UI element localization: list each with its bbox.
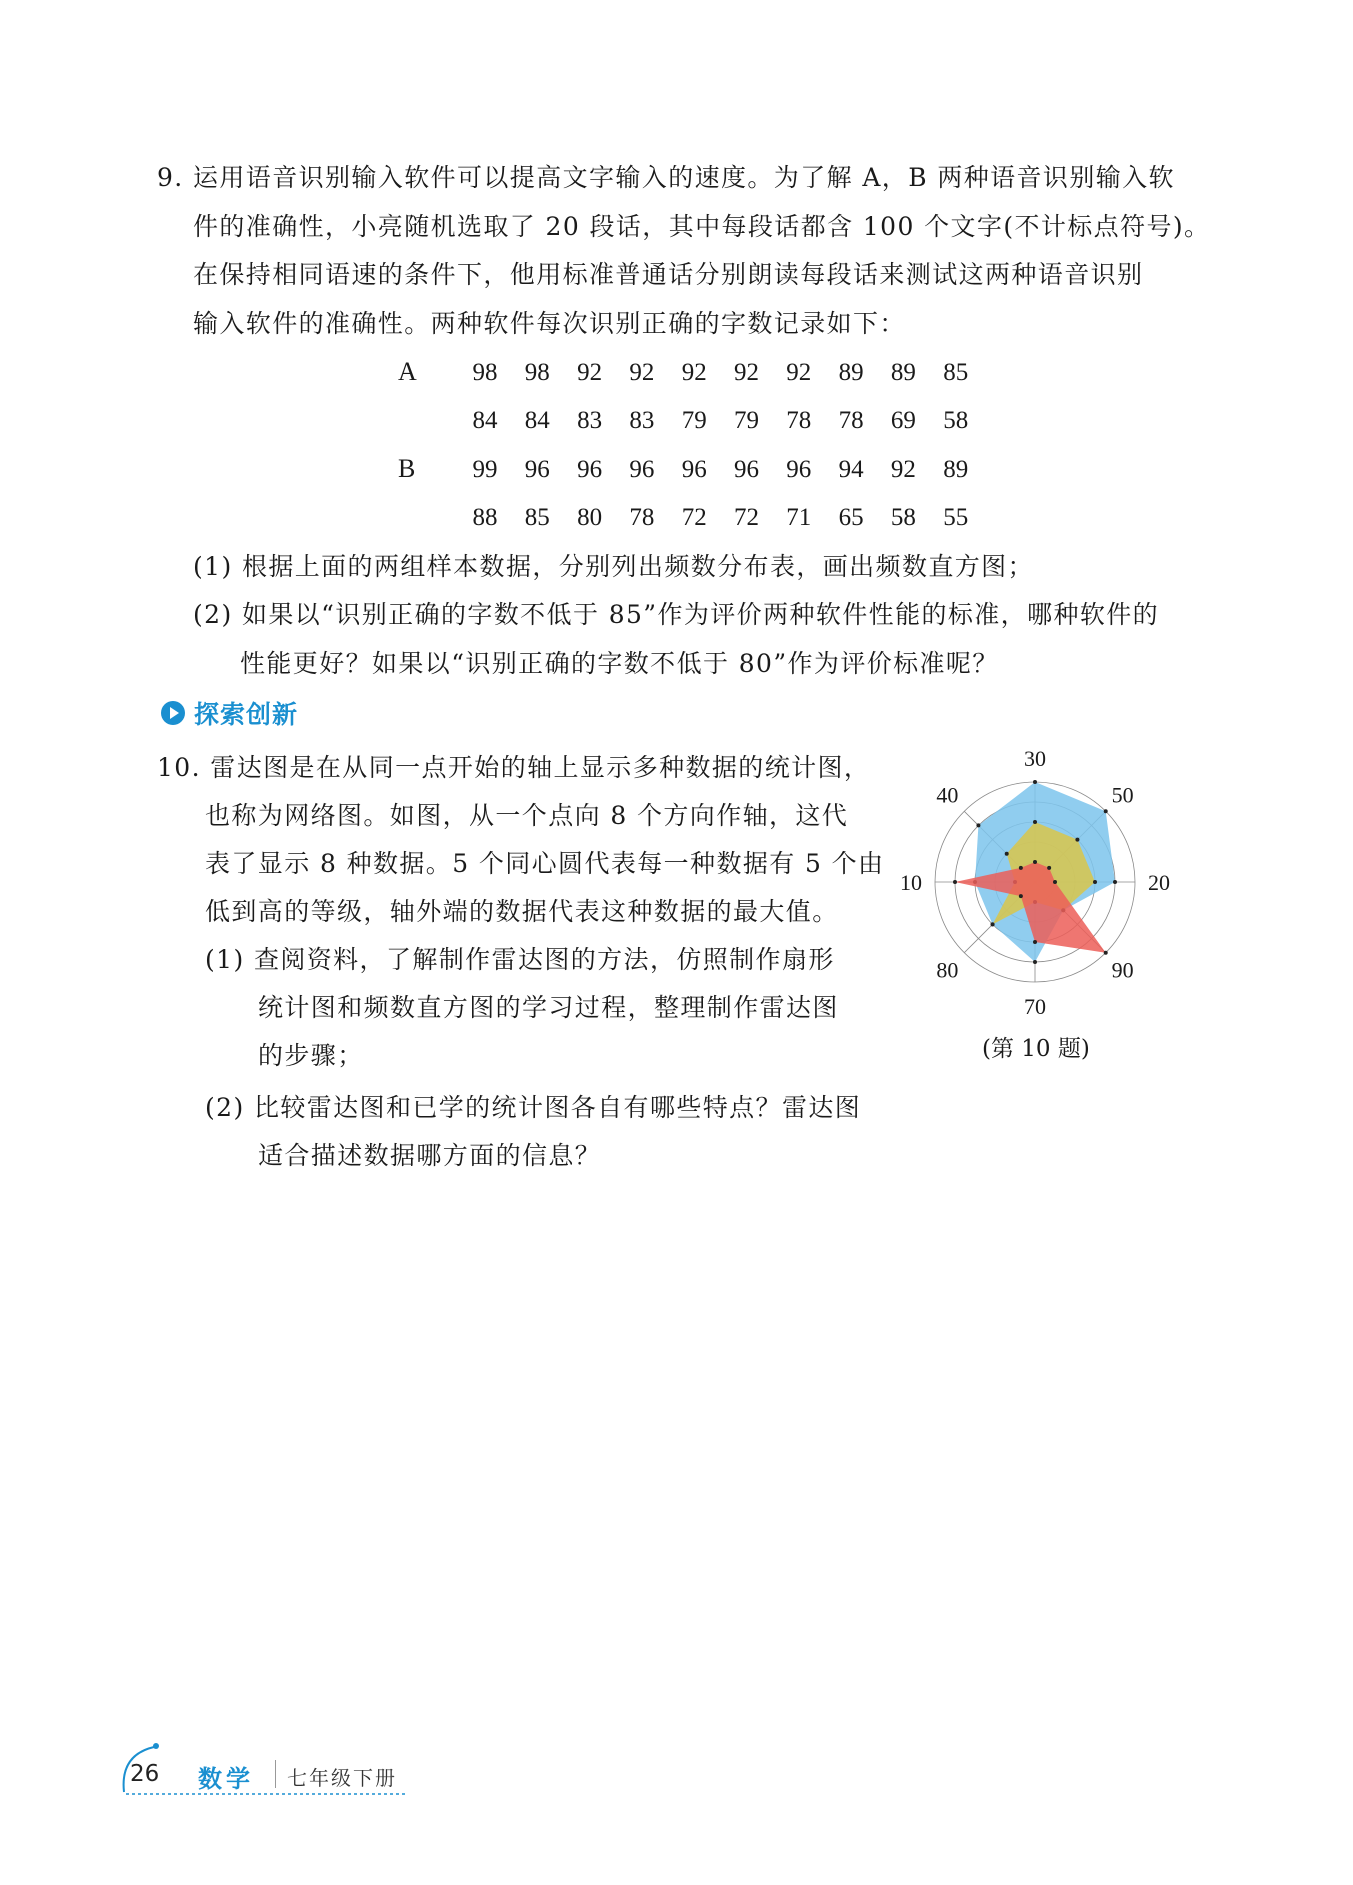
table-cell: 72 xyxy=(734,504,759,531)
radar-point xyxy=(1113,880,1117,884)
table-cell: 94 xyxy=(838,456,864,483)
q10-sub2-line-2: 适合描述数据哪方面的信息？ xyxy=(258,1141,602,1170)
table-cell: 96 xyxy=(629,456,655,483)
table-label-a: A xyxy=(398,357,417,386)
q9-sub2-line-2: 性能更好？如果以“识别正确的字数不低于 80”作为评价标准呢？ xyxy=(240,649,999,678)
table-cell: 96 xyxy=(681,456,707,483)
radar-point xyxy=(1033,780,1037,784)
table-cell: 92 xyxy=(734,359,759,386)
table-cell: 71 xyxy=(786,504,812,531)
radar-point xyxy=(1019,866,1023,870)
radar-point xyxy=(1033,960,1037,964)
table-cell: 79 xyxy=(681,407,707,434)
radar-axis-label: 50 xyxy=(1111,782,1134,808)
table-cell: 85 xyxy=(524,504,550,531)
table-cell: 85 xyxy=(943,359,969,386)
page-number: 26 xyxy=(130,1761,160,1787)
table-cell: 96 xyxy=(786,456,812,483)
table-cell: 96 xyxy=(577,456,603,483)
radar-axis-label: 30 xyxy=(1024,746,1046,771)
radar-point xyxy=(1033,940,1037,944)
table-cell: 88 xyxy=(472,504,498,531)
table-cell: 72 xyxy=(681,504,707,531)
section-title: 探索创新 xyxy=(194,700,299,729)
table-cell: 98 xyxy=(524,359,550,386)
table-cell: 80 xyxy=(577,504,603,531)
table-cell: 92 xyxy=(629,359,655,386)
table-cell: 89 xyxy=(890,359,916,386)
footer-divider xyxy=(275,1760,276,1788)
radar-point xyxy=(1047,866,1051,870)
table-cell: 89 xyxy=(838,359,864,386)
radar-point xyxy=(1075,838,1079,842)
q10-line-3: 表了显示 8 种数据。5 个同心圆代表每一种数据有 5 个由 xyxy=(205,849,885,878)
radar-point xyxy=(1019,894,1023,898)
section-heading xyxy=(160,695,298,731)
q9-sub1: (1) 根据上面的两组样本数据，分别列出频数分布表，画出频数直方图； xyxy=(193,552,1034,581)
radar-point xyxy=(991,922,995,926)
table-label-b: B xyxy=(398,454,416,483)
figure-caption: (第 10 题) xyxy=(982,1036,1090,1062)
table-cell: 55 xyxy=(943,504,969,531)
table-cell: 69 xyxy=(890,407,916,434)
radar-axis-label: 10 xyxy=(900,870,922,895)
radar-point xyxy=(1033,820,1037,824)
radar-axis-label: 20 xyxy=(1148,870,1170,895)
table-cell: 92 xyxy=(681,359,707,386)
table-cell: 96 xyxy=(734,456,759,483)
radar-point xyxy=(1093,880,1097,884)
table-cell: 78 xyxy=(786,407,812,434)
table-cell: 65 xyxy=(838,504,864,531)
q10-sub1-line-2: 统计图和频数直方图的学习过程，整理制作雷达图 xyxy=(258,993,839,1022)
q10-sub2-line-1: (2) 比较雷达图和已学的统计图各自有哪些特点？雷达图 xyxy=(205,1093,862,1122)
radar-point xyxy=(1005,852,1009,856)
table-cell: 84 xyxy=(524,407,550,434)
radar-axis-label: 90 xyxy=(1111,957,1134,983)
table-cell: 58 xyxy=(943,407,969,434)
radar-chart xyxy=(880,740,1200,1030)
radar-axis-label: 80 xyxy=(936,957,959,983)
table-cell: 78 xyxy=(629,504,655,531)
q10-line-4: 低到高的等级，轴外端的数据代表这种数据的最大值。 xyxy=(205,897,839,926)
radar-point xyxy=(1104,809,1108,813)
table-cell: 99 xyxy=(472,456,498,483)
q10-sub1-line-3: 的步骤； xyxy=(258,1041,364,1070)
radar-point xyxy=(953,880,957,884)
table-cell: 83 xyxy=(577,407,603,434)
q9-line-1: 9. 运用语音识别输入软件可以提高文字输入的速度。为了解 A，B 两种语音识别输入软 xyxy=(157,163,1175,192)
footer-subject: 数学 xyxy=(198,1765,254,1793)
radar-point xyxy=(1104,951,1108,955)
radar-point xyxy=(976,823,980,827)
radar-point xyxy=(1033,860,1037,864)
table-cell: 92 xyxy=(577,359,603,386)
q9-sub2-line-1: (2) 如果以“识别正确的字数不低于 85”作为评价两种软件性能的标准，哪种软件的 xyxy=(193,600,1160,629)
table-cell: 92 xyxy=(890,456,916,483)
radar-axis-label: 70 xyxy=(1024,994,1046,1019)
table-cell: 58 xyxy=(890,504,916,531)
q9-line-3: 在保持相同语速的条件下，他用标准普通话分别朗读每段话来测试这两种语音识别 xyxy=(193,260,1144,289)
table-cell: 78 xyxy=(838,407,864,434)
footer-grade: 七年级下册 xyxy=(287,1766,397,1790)
q10-line-1: 10. 雷达图是在从同一点开始的轴上显示多种数据的统计图， xyxy=(157,753,871,782)
q10-line-2: 也称为网络图。如图，从一个点向 8 个方向作轴，这代 xyxy=(205,801,849,830)
table-cell: 92 xyxy=(786,359,812,386)
play-circle-icon xyxy=(160,700,186,726)
table-cell: 84 xyxy=(472,407,498,434)
q9-line-2: 件的准确性，小亮随机选取了 20 段话，其中每段话都含 100 个文字(不计标点符号)。 xyxy=(193,212,1211,241)
q9-line-4: 输入软件的准确性。两种软件每次识别正确的字数记录如下： xyxy=(193,309,906,338)
table-cell: 96 xyxy=(524,456,550,483)
table-cell: 89 xyxy=(943,456,969,483)
table-cell: 98 xyxy=(472,359,498,386)
q10-sub1-line-1: (1) 查阅资料，了解制作雷达图的方法，仿照制作扇形 xyxy=(205,945,835,974)
radar-point xyxy=(1053,880,1057,884)
radar-axis-label: 40 xyxy=(936,782,959,808)
table-cell: 83 xyxy=(629,407,655,434)
table-cell: 79 xyxy=(734,407,759,434)
